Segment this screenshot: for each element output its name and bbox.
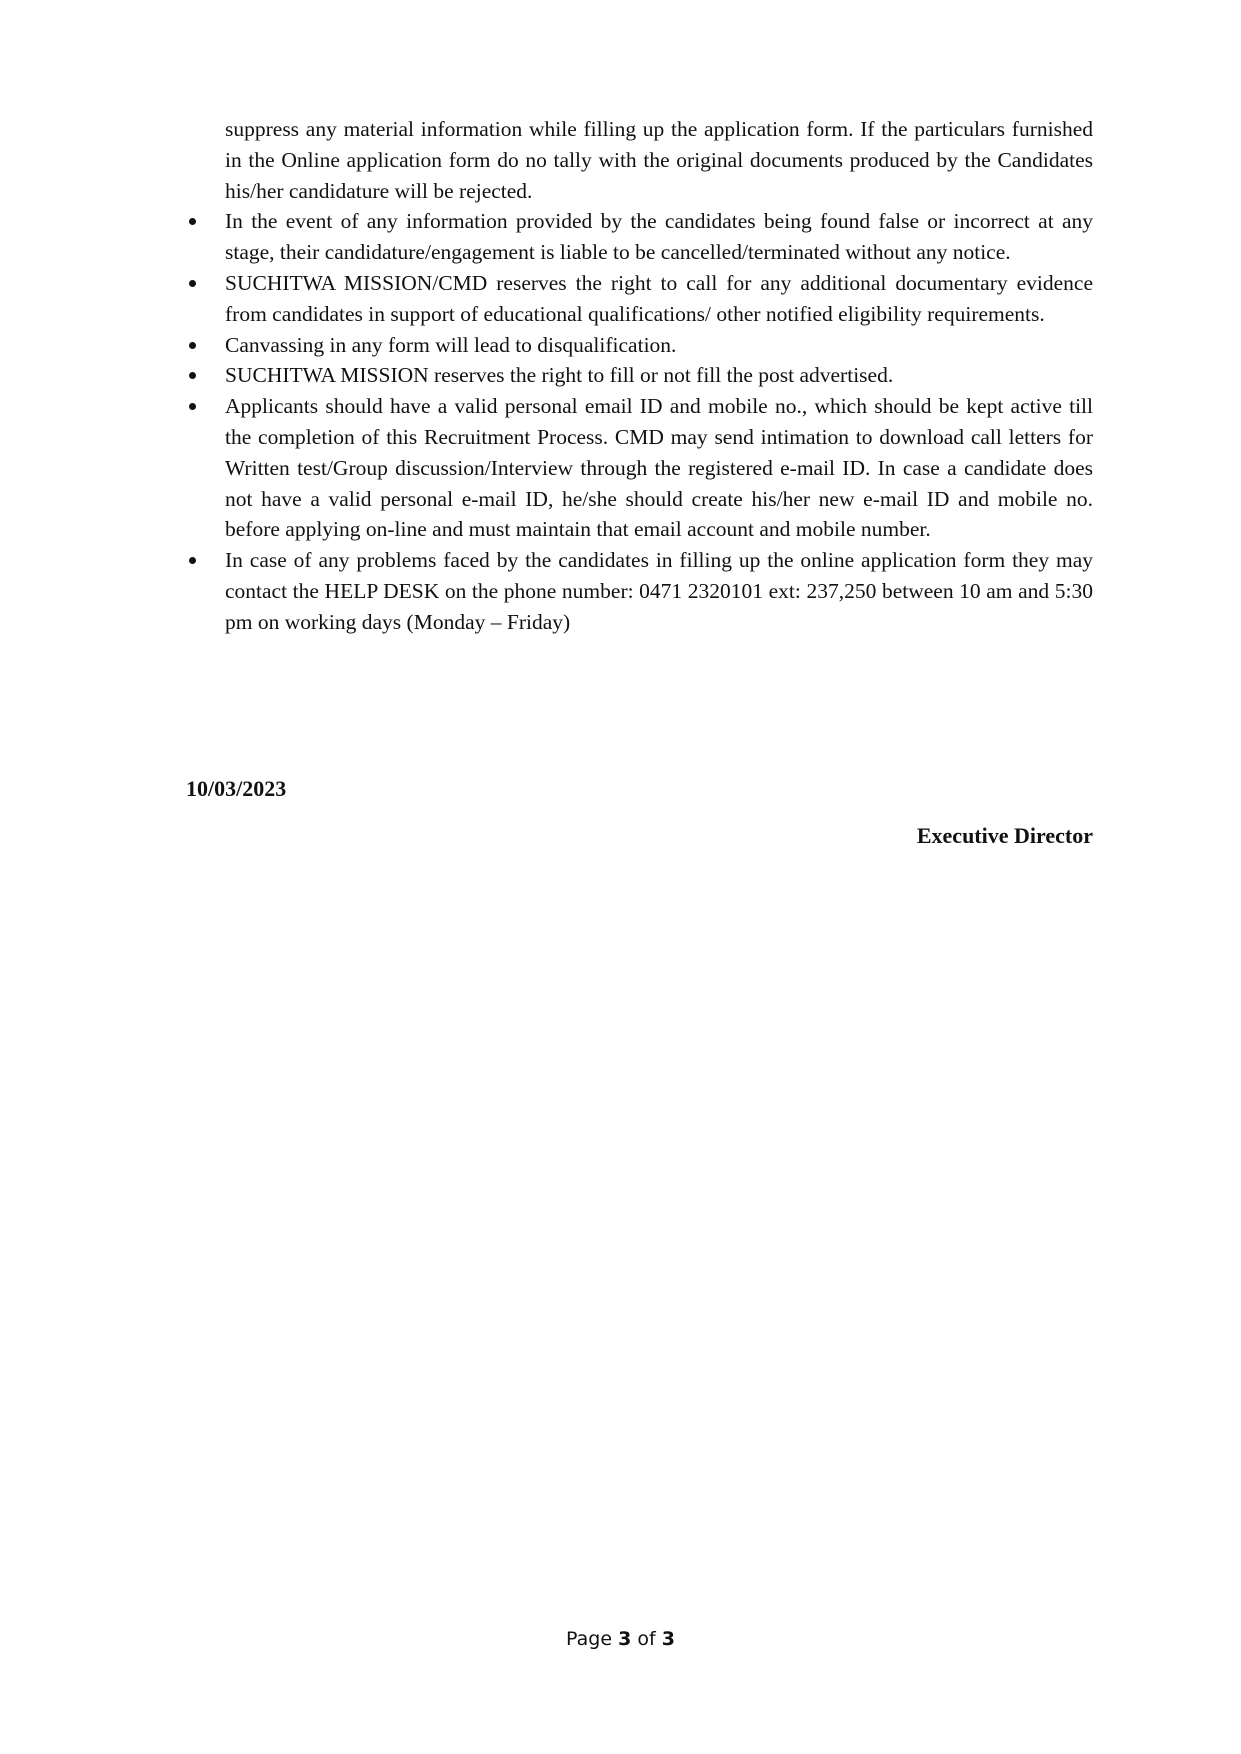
of-label: of xyxy=(637,1628,656,1650)
bullet-icon xyxy=(189,280,196,287)
bullet-icon xyxy=(189,342,196,349)
page-label: Page xyxy=(566,1628,613,1650)
total-pages-number: 3 xyxy=(661,1628,675,1650)
list-item-text: Applicants should have a valid personal email ID and mobile no., which should be kept active till the completion of this Recruitment Process. CMD may send intimation to download call letters for Written test/Group discussion/Interview through the registered e-mail ID. In case a candidate does not have a valid personal e-mail ID, he/she should create his/her new e-mail ID and mobile no. before applying on-line and must maintain that email account and mobile number. xyxy=(225,394,1093,542)
list-item xyxy=(225,268,1093,330)
current-page-number: 3 xyxy=(618,1628,632,1650)
bullet-icon xyxy=(189,403,196,410)
list-item xyxy=(225,545,1093,637)
page-footer xyxy=(0,1628,1241,1650)
list-item-text: SUCHITWA MISSION reserves the right to fill or not fill the post advertised. xyxy=(225,363,894,388)
list-item-text: In the event of any information provided by the candidates being found false or incorrect at any stage, their candidature/engagement is liable to be cancelled/terminated without any notice. xyxy=(225,209,1093,265)
list-item-text: Canvassing in any form will lead to disqualification. xyxy=(225,332,677,357)
list-item xyxy=(225,330,1093,361)
instructions-list xyxy=(225,206,1093,637)
bullet-icon xyxy=(189,372,196,379)
document-date: 10/03/2023 xyxy=(186,776,287,801)
list-item xyxy=(225,360,1093,391)
list-item xyxy=(225,391,1093,545)
document-body xyxy=(225,114,1093,638)
bullet-icon xyxy=(189,557,196,564)
continuation-paragraph: suppress any material information while filling up the application form. If the particulars furnished in the Online application form do no tally with the original documents produced by the Candidates his/her candidature will be rejected. xyxy=(225,117,1093,203)
signatory-title: Executive Director xyxy=(916,823,1093,848)
list-item-text: In case of any problems faced by the candidates in filling up the online application form they may contact the HELP DESK on the phone number: 0471 2320101 ext: 237,250 between 10 am and 5:30 pm on working days (Monday – Friday) xyxy=(225,548,1093,634)
bullet-icon xyxy=(189,218,196,225)
list-item xyxy=(225,206,1093,268)
list-item-text: SUCHITWA MISSION/CMD reserves the right to call for any additional documentary evidence from candidates in support of educational qualifications/ other notified eligibility requirements. xyxy=(225,270,1093,326)
